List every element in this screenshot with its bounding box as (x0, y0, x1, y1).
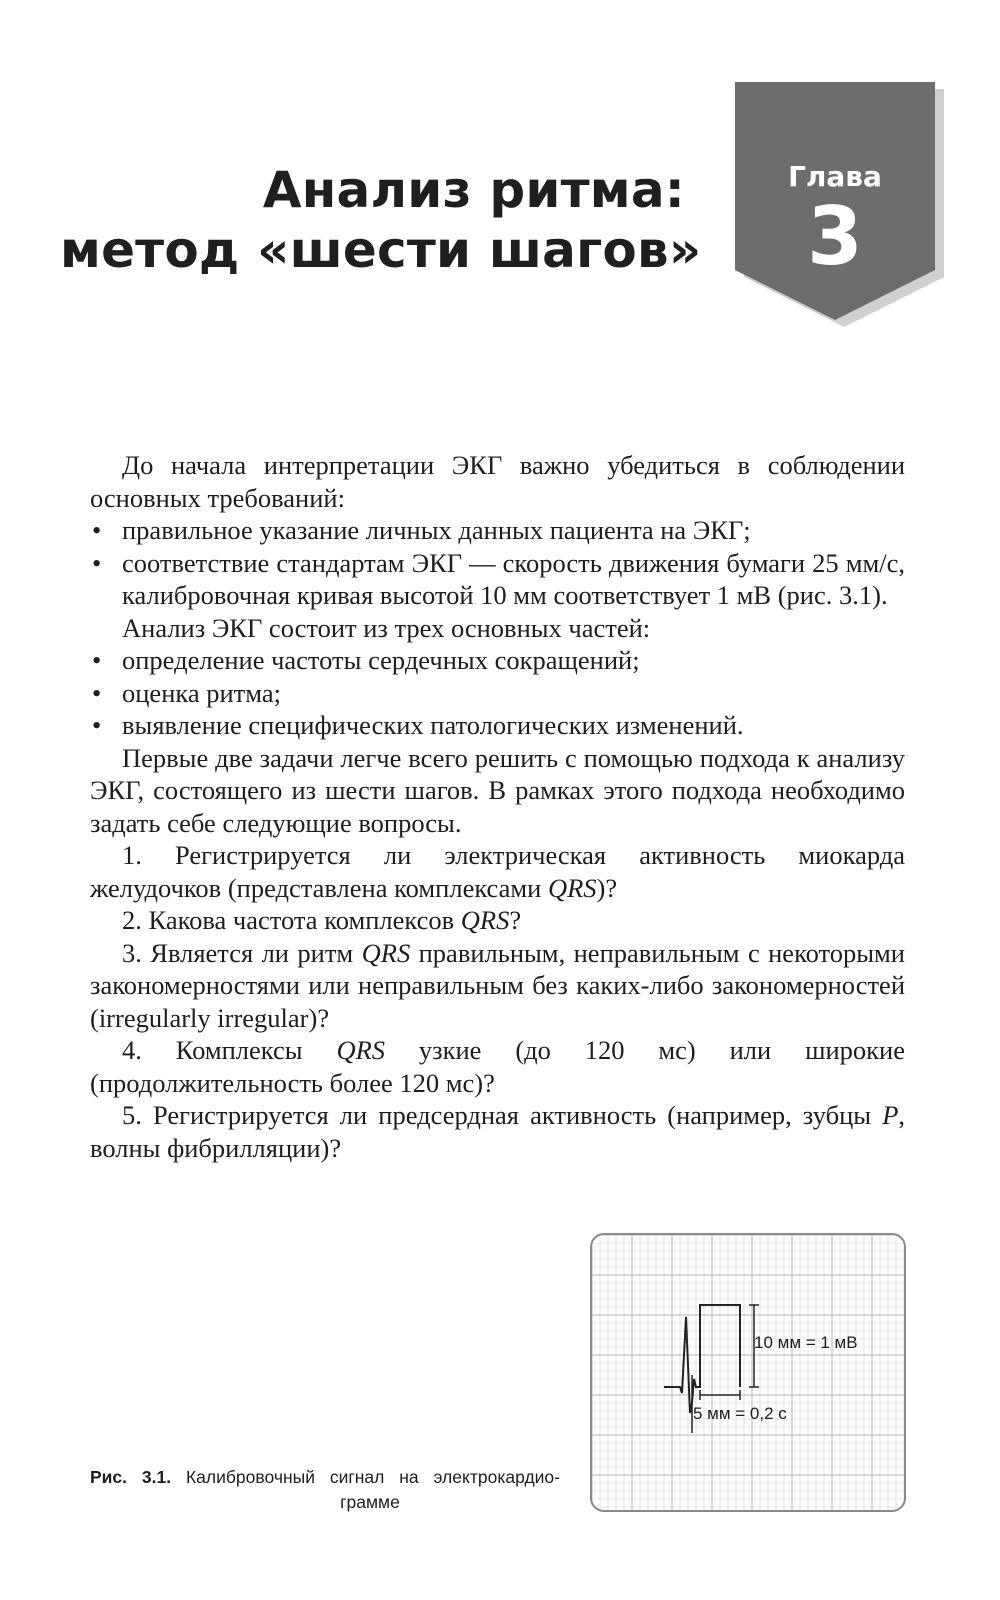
caption-line-2: грамме (340, 1492, 400, 1512)
question-text: 5. Регистрируется ли предсердная активность (например, зубцы (122, 1100, 883, 1130)
ecg-grid-major (592, 1235, 904, 1510)
bullet-icon: • (92, 677, 102, 708)
ecg-calibration-figure (590, 1233, 906, 1512)
ecg-grid-figure (592, 1235, 904, 1510)
time-label: 5 мм = 0,2 с (693, 1404, 787, 1423)
question-3 (90, 937, 905, 1035)
question-1 (90, 839, 905, 904)
list-item (90, 514, 905, 547)
bullet-icon: • (92, 547, 102, 578)
figure-caption (90, 1465, 560, 1515)
question-text: 1. Регистрируется ли электрическая активность миокарда желудочков (представлена комплексами (90, 840, 905, 903)
question-text: узкие (до 120 мс) или широкие (продолжительность более 120 мс)? (90, 1035, 905, 1098)
list-item (90, 709, 905, 742)
list-item-text: соответствие стандартам ЭКГ — скорость движения бумаги 25 мм/с, калибровочная кривая высотой 10 мм соответствует 1 мВ (рис. 3.1). (122, 547, 905, 610)
chapter-title-line-2: метод «шести шагов» (60, 221, 702, 279)
question-text: )? (596, 872, 618, 903)
p-wave-term: P (882, 1100, 899, 1130)
bullet-icon: • (92, 710, 102, 740)
chapter-word: Глава (788, 160, 882, 193)
chapter-number: 3 (807, 190, 863, 283)
list-item-text: выявление специфических патологических изменений. (122, 710, 744, 740)
caption-text: Калибровочный сигнал на электрокардио- (185, 1467, 560, 1487)
list-item-text: правильное указание личных данных пациента на ЭКГ; (122, 515, 751, 545)
list-item-text: оценка ритма; (122, 677, 281, 708)
question-text: 3. Является ли ритм (122, 937, 362, 968)
question-text: ? (509, 905, 522, 935)
chapter-title-line-1: Анализ ритма: (262, 161, 685, 219)
question-4 (90, 1034, 905, 1099)
qrs-term: QRS (460, 905, 510, 935)
caption-line-1 (90, 1465, 560, 1490)
question-5 (90, 1099, 905, 1164)
ecg-trace (664, 1305, 740, 1413)
chapter-title (60, 160, 702, 280)
bullet-icon: • (92, 515, 102, 545)
qrs-term: QRS (547, 872, 597, 903)
body-text (90, 449, 905, 1164)
list-item (90, 644, 905, 677)
question-text: , волны фибрилляции)? (90, 1100, 905, 1163)
question-text: 4. Комплексы (122, 1035, 337, 1065)
qrs-term: QRS (361, 937, 411, 968)
list-item (90, 677, 905, 710)
bullet-icon: • (92, 645, 102, 675)
paragraph-approach: Первые две задачи легче всего решить с помощью подхода к анализу ЭКГ, состоящего из шести шагов. В рамках этого подхода необходимо задать себе следующие вопросы. (90, 742, 905, 838)
amplitude-label: 10 мм = 1 мВ (754, 1333, 858, 1352)
question-text: 2. Какова частота комплексов (122, 905, 461, 935)
ecg-grid-minor (592, 1235, 904, 1510)
question-2 (90, 904, 905, 937)
chapter-badge (735, 82, 945, 332)
paragraph-intro: До начала интерпретации ЭКГ важно убедиться в соблюдении основных требований: (90, 450, 905, 513)
question-text: правильным, неправильным с некоторыми закономерностями или неправильным без каких-либо закономерностей (irregularly irregular)? (90, 937, 905, 1033)
qrs-term: QRS (336, 1035, 386, 1065)
caption-prefix: Рис. 3.1. (90, 1467, 172, 1487)
list-item (90, 547, 905, 612)
paragraph-parts: Анализ ЭКГ состоит из трех основных частей: (122, 612, 651, 643)
list-item-text: определение частоты сердечных сокращений; (122, 645, 640, 675)
